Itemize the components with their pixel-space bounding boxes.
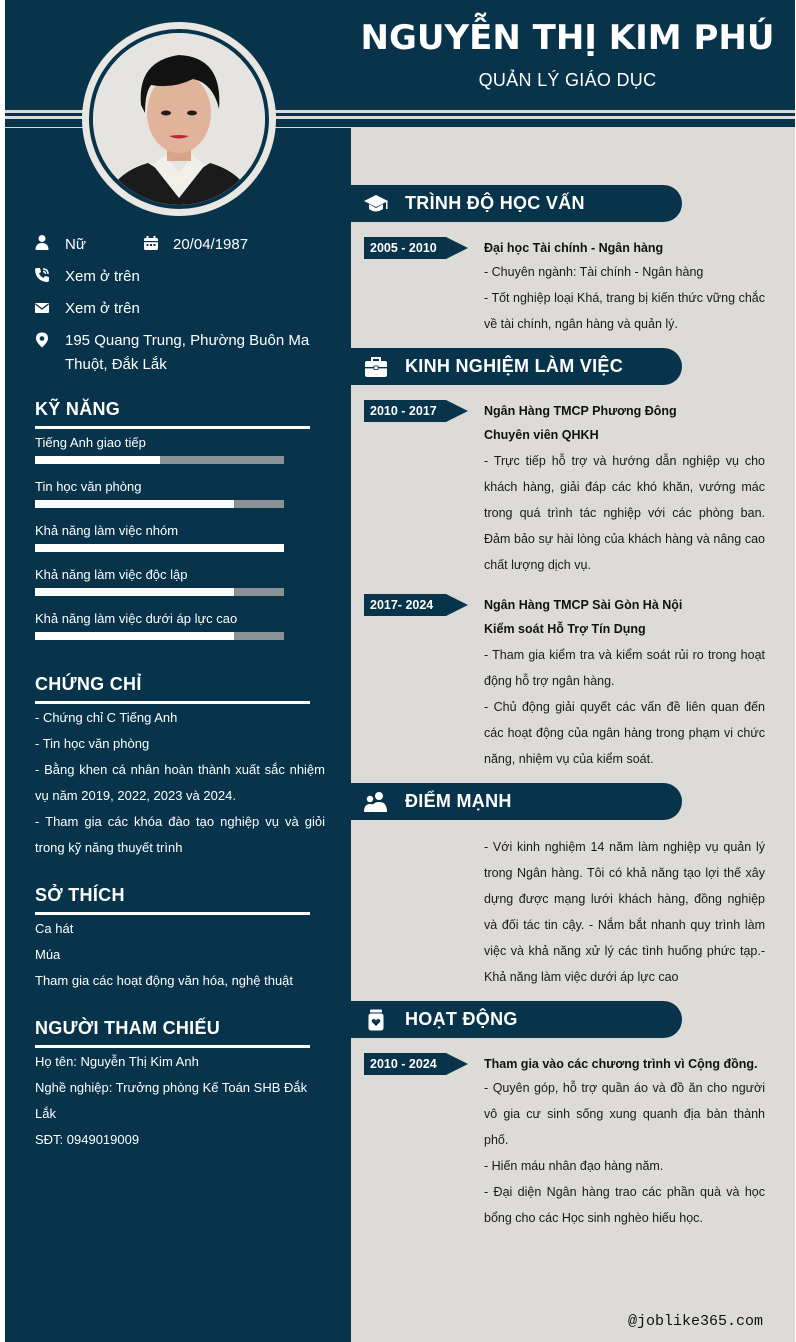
education-section-header — [351, 185, 682, 222]
activities-title: Tham gia vào các chương trình vì Cộng đồng. — [484, 1057, 758, 1071]
skill-bar-fill — [35, 456, 160, 464]
experience-company: Ngân Hàng TMCP Phương Đông — [484, 404, 677, 418]
phone-value: Xem ở trên — [65, 268, 140, 285]
experience-date-tag — [364, 400, 468, 422]
address-value: 195 Quang Trung, Phường Buôn Ma Thuột, Đắk Lắk — [65, 332, 310, 373]
footer-watermark: @joblike365.com — [627, 1313, 763, 1330]
activities-text: - Quyên góp, hỗ trợ quần áo và đồ ăn cho người vô gia cư sinh sống xung quanh địa bàn thành phố. - Hiến máu nhân đạo hàng năm. - Đại diện Ngân hàng trao các phần quà và học bổng cho các Học sinh nghèo hiếu học. — [484, 1081, 765, 1225]
skill-bar-track — [35, 456, 284, 464]
skill-label: Tiếng Anh giao tiếp — [35, 435, 146, 450]
activities-section-header — [351, 1001, 682, 1038]
heart-jar-icon — [363, 1009, 389, 1031]
experience-position: Kiểm soát Hỗ Trợ Tín Dụng — [484, 622, 646, 636]
education-heading: TRÌNH ĐỘ HỌC VẤN — [405, 193, 585, 213]
skill-label: Khả năng làm việc dưới áp lực cao — [35, 611, 238, 626]
experience-text: - Trực tiếp hỗ trợ và hướng dẫn nghiệp vụ cho khách hàng, giải đáp các khó khăn, vướng mác trong quá trình tác nghiệp với các phòng ban. Đảm bảo sự hài lòng của khách hàng và nâng cao chất lượng dịch vụ. — [484, 454, 765, 572]
skill-bar-track — [35, 500, 284, 508]
activities-heading: HOẠT ĐỘNG — [405, 1009, 518, 1029]
skills-rule — [35, 426, 310, 429]
experience-date: 2010 - 2017 — [370, 404, 437, 418]
experience-date-tag — [364, 594, 468, 616]
experience-text: - Tham gia kiểm tra và kiểm soát rủi ro trong hoạt động hỗ trợ ngân hàng. - Chủ động giải quyết các vấn đề liên quan đến các hoạt động của ngân hàng trong phạm vi chức năng, nhiệm vụ của kiểm soát. — [484, 648, 765, 766]
skills-heading: KỸ NĂNG — [35, 399, 121, 419]
activities-date: 2010 - 2024 — [370, 1057, 437, 1071]
experience-heading: KINH NGHIỆM LÀM VIỆC — [405, 356, 624, 376]
references-rule — [35, 1045, 310, 1048]
certificates-heading: CHỨNG CHỈ — [35, 674, 142, 694]
profile-photo — [93, 33, 265, 205]
skill-bar-fill — [35, 632, 234, 640]
email-value: Xem ở trên — [65, 300, 140, 317]
experience-position: Chuyên viên QHKH — [484, 428, 599, 442]
skill-bar-track — [35, 632, 284, 640]
skill-label: Khả năng làm việc độc lập — [35, 567, 188, 582]
birthday-value: 20/04/1987 — [173, 236, 249, 253]
education-date-tag — [364, 237, 468, 259]
skill-bar-fill — [35, 500, 234, 508]
skill-bar-track — [35, 544, 284, 552]
mail-icon — [34, 300, 50, 316]
gender-value: Nữ — [65, 236, 86, 253]
hobbies-text: Ca hát Múa Tham gia các hoạt động văn hóa, nghệ thuật — [35, 921, 294, 988]
strengths-section-header — [351, 783, 682, 820]
experience-date: 2017- 2024 — [370, 598, 434, 612]
phone-icon — [34, 267, 50, 283]
graduation-cap-icon — [363, 193, 389, 215]
skill-label: Khả năng làm việc nhóm — [35, 523, 179, 538]
experience-company: Ngân Hàng TMCP Sài Gòn Hà Nội — [484, 598, 683, 612]
skill-bar-track — [35, 588, 284, 596]
location-pin-icon — [34, 332, 50, 348]
resume-page — [5, 0, 795, 1342]
education-date: 2005 - 2010 — [370, 241, 437, 255]
hobbies-rule — [35, 912, 310, 915]
candidate-name: NGUYỄN THỊ KIM PHÚ — [360, 18, 775, 58]
education-text: - Chuyên ngành: Tài chính - Ngân hàng - Tốt nghiệp loại Khá, trang bị kiến thức vững chắc về tài chính, ngân hàng và quản lý. — [484, 265, 765, 331]
references-text: Họ tên: Nguyễn Thị Kim Anh Nghề nghiệp: Trưởng phòng Kế Toán SHB Đắk Lắk SĐT: 0949019009 — [35, 1054, 308, 1147]
education-school: Đại học Tài chính - Ngân hàng — [484, 241, 664, 255]
activities-date-tag — [364, 1053, 468, 1075]
skill-bar-fill — [35, 544, 284, 552]
users-icon — [363, 791, 389, 813]
certificates-text: - Chứng chỉ C Tiếng Anh - Tin học văn phòng - Bằng khen cá nhân hoàn thành xuất sắc nhiệm vụ năm 2019, 2022, 2023 và 2024. - Tham gia các khóa đào tạo nghiệp vụ và giỏi trong kỹ năng thuyết trình — [35, 710, 325, 855]
skill-label: Tin học văn phòng — [35, 479, 142, 494]
user-icon — [34, 234, 50, 250]
strengths-heading: ĐIỂM MẠNH — [405, 791, 512, 811]
briefcase-icon — [363, 356, 389, 378]
strengths-text: - Với kinh nghiệm 14 năm làm nghiệp vụ quản lý trong Ngân hàng. Tôi có khả năng tạo lợi thế xây dựng được mạng lưới khách hàng, đồng nghiệp và đối tác tin cậy. - Nắm bắt nhanh quy trình làm việc và khả năng xử lý các tình huống phức tạp.- Khả năng làm việc dưới áp lực cao — [484, 840, 765, 984]
skill-bar-fill — [35, 588, 234, 596]
certificates-rule — [35, 701, 310, 704]
hobbies-heading: SỞ THÍCH — [35, 885, 125, 905]
candidate-title: QUẢN LÝ GIÁO DỤC — [478, 70, 657, 90]
calendar-icon — [143, 235, 159, 251]
references-heading: NGƯỜI THAM CHIẾU — [35, 1018, 221, 1038]
experience-section-header — [351, 348, 682, 385]
